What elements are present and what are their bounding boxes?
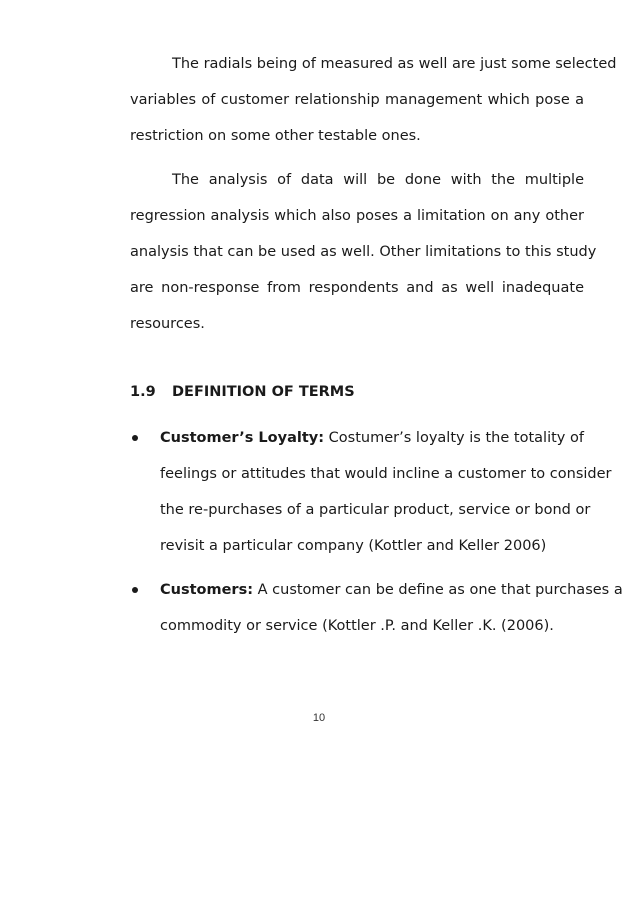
page-number: 10 <box>312 712 326 724</box>
bullet-icon <box>132 587 138 593</box>
bullet-icon <box>132 435 138 441</box>
definition-term: Customers: <box>160 582 254 598</box>
definition-term: Customer’s Loyalty: <box>160 430 325 446</box>
paragraph-line: The radials being of measured as well are just some selected <box>172 56 617 72</box>
paragraph-line: regression analysis which also poses a limitation on any other <box>130 208 584 224</box>
section-title: DEFINITION OF TERMS <box>172 384 355 400</box>
paragraph-line: analysis that can be used as well. Other limitations to this study <box>130 244 597 260</box>
paragraph-line: restriction on some other testable ones. <box>130 128 421 144</box>
section-number: 1.9 <box>130 384 156 400</box>
definition-line <box>160 428 584 448</box>
definition-line: the re-purchases of a particular product, service or bond or <box>160 502 591 518</box>
paragraph-line: The analysis of data will be done with the multiple <box>172 172 584 188</box>
paragraph-line: variables of customer relationship management which pose a <box>130 92 584 108</box>
definition-line: revisit a particular company (Kottler and Keller 2006) <box>160 538 547 554</box>
definition-text: Costumer’s loyalty is the totality of <box>328 430 585 446</box>
paragraph-line: resources. <box>130 316 205 332</box>
section-heading <box>130 382 355 402</box>
definition-line: commodity or service (Kottler .P. and Keller .K. (2006). <box>160 618 554 634</box>
definition-line <box>160 580 623 600</box>
definition-text: A customer can be define as one that purchases a <box>257 582 623 598</box>
paragraph-line: are non-response from respondents and as well inadequate <box>130 280 584 296</box>
definition-line: feelings or attitudes that would incline a customer to consider <box>160 466 612 482</box>
